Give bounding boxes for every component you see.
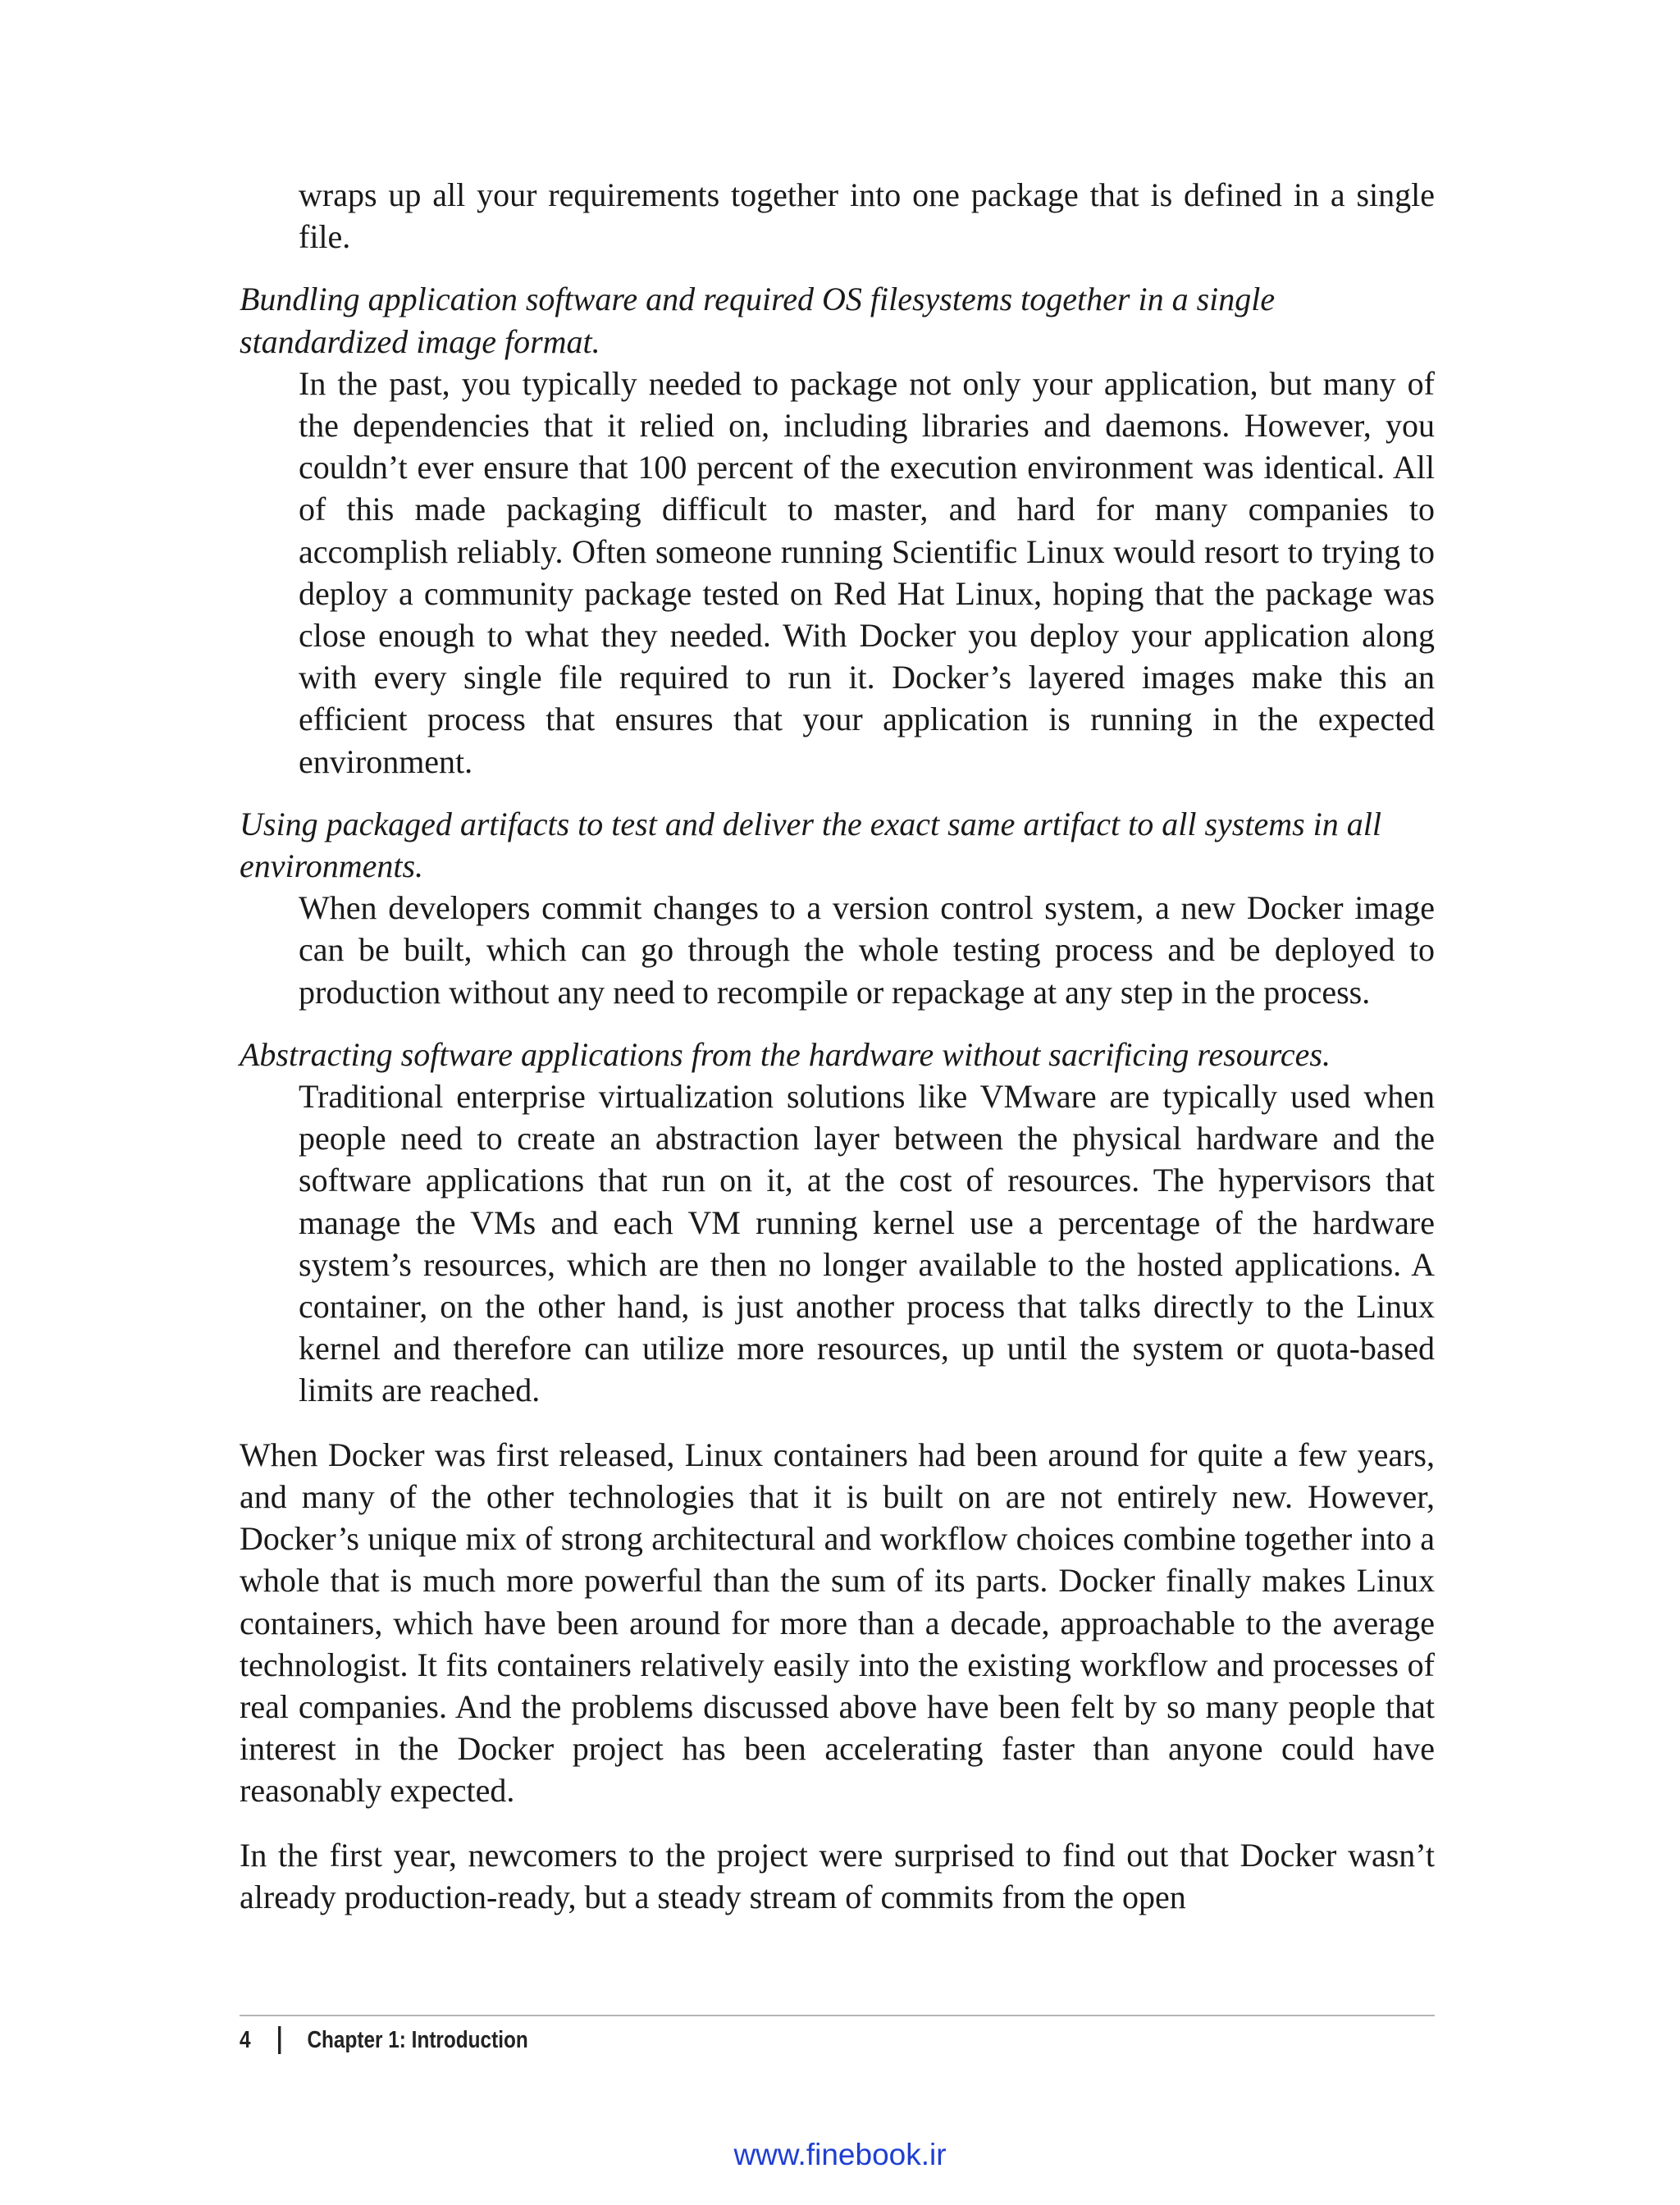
definition-item: [240, 803, 1435, 1013]
term-definition: In the past, you typically needed to package not only your application, but many of the dependencies that it relied on, including libraries and daemons. However, you couldn’t ever ensure that 100 percent of the execution environment was identical. All of this made packaging difficult to master, and hard for many companies to accomplish reliably. Often someone running Scientific Linux would resort to trying to deploy a community package tested on Red Hat Linux, hoping that the package was close enough to what they needed. With Docker you deploy your application along with every single file required to run it. Docker’s layered images make this an efficient process that ensures that your application is running in the expected environment.: [299, 364, 1435, 780]
page-content: [240, 174, 1435, 1918]
continuation-text: wraps up all your requirements together into one package that is defined in a single file.: [299, 176, 1435, 256]
page-number: 4: [240, 2026, 251, 2053]
term-definition: When developers commit changes to a version control system, a new Docker image can be built, which can go through the whole testing process and be deployed to production without any need to recompile or repackage at any step in the process.: [299, 889, 1435, 1011]
term-title: Bundling application software and required OS filesystems together in a single standardized image format.: [240, 281, 1276, 360]
footer-divider: [240, 2015, 1435, 2016]
definition-item: [240, 1034, 1435, 1412]
body-paragraph: When Docker was first released, Linux containers had been around for quite a few years, and many of the other technologies that it is built on are not entirely new. However, Docker’s unique mix of strong architectural and workflow choices combine together into a whole that is much more powerful than the sum of its parts. Docker finally makes Linux containers, which have been around for more than a decade, approachable to the average technologist. It fits containers relatively easily into the existing workflow and processes of real companies. And the problems discussed above have been felt by so many people that interest in the Docker project has been accelerating faster than anyone could have reasonably expected.: [240, 1436, 1435, 1810]
footer-separator: [278, 2026, 281, 2054]
watermark-link[interactable]: www.finebook.ir: [733, 2138, 947, 2171]
body-paragraph: In the first year, newcomers to the project were surprised to find out that Docker wasn’t already production-ready, but a steady stream of commits from the open: [240, 1836, 1435, 1915]
definition-item: [240, 278, 1435, 782]
term-title: Abstracting software applications from the hardware without sacrificing resources.: [240, 1035, 1331, 1073]
chapter-title: Chapter 1: Introduction: [307, 2026, 528, 2053]
term-definition: Traditional enterprise virtualization solutions like VMware are typically used when people need to create an abstraction layer between the physical hardware and the software applications that run on it, at the cost of resources. The hypervisors that manage the VMs and each VM running kernel use a percentage of the hardware system’s resources, which are then no longer available to the hosted applications. A container, on the other hand, is just another process that talks directly to the Linux kernel and therefore can utilize more resources, up until the system or quota-based limits are reached.: [299, 1078, 1435, 1409]
term-title: Using packaged artifacts to test and deliver the exact same artifact to all systems in all environments.: [240, 805, 1381, 885]
page-footer: [240, 2026, 528, 2054]
